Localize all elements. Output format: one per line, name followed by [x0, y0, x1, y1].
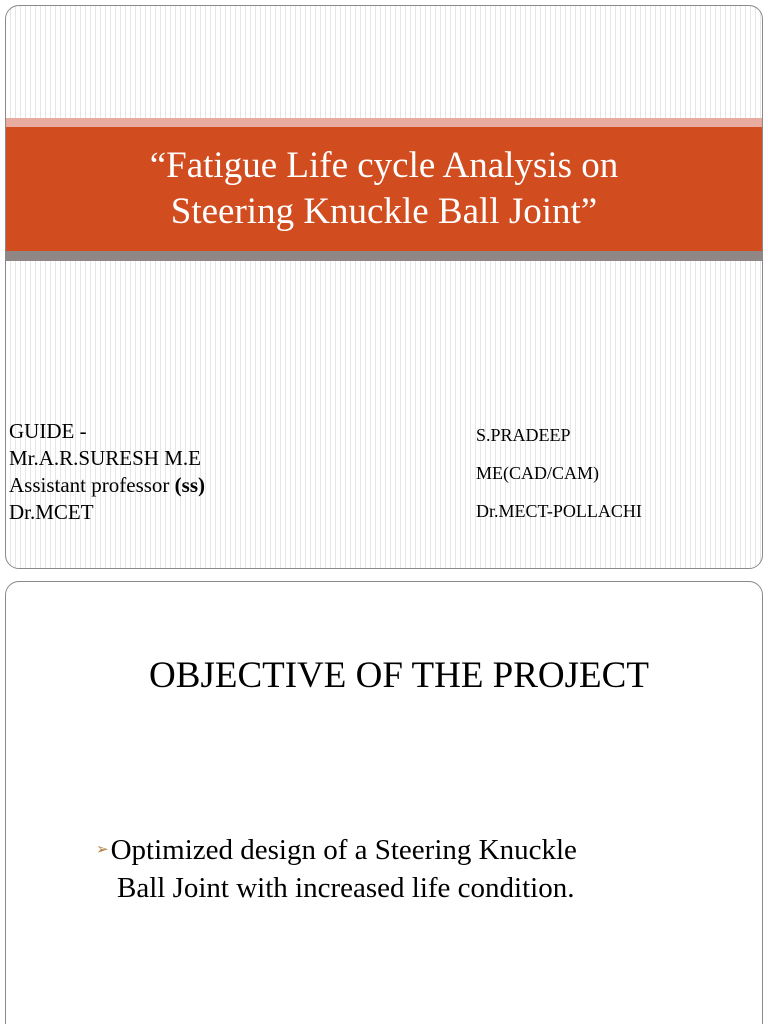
student-info	[476, 416, 736, 530]
student-name: S.PRADEEP	[476, 425, 571, 445]
objective-bullet-text-1: Optimized design of a Steering Knuckle	[110, 834, 577, 866]
objective-bullet	[96, 830, 736, 907]
guide-designation	[9, 472, 339, 499]
title-line-1: “Fatigue Life cycle Analysis on	[149, 145, 619, 186]
student-college: Dr.MECT-POLLACHI	[476, 501, 642, 521]
objective-slide[interactable]	[5, 581, 763, 1024]
presentation-title	[130, 143, 639, 235]
guide-designation-prefix: Assistant professor	[9, 473, 175, 497]
guide-designation-suffix: (ss)	[174, 473, 205, 497]
guide-info	[9, 418, 339, 526]
guide-name: Mr.A.R.SURESH M.E	[9, 446, 201, 470]
title-band-top-stripe	[6, 118, 762, 127]
guide-college: Dr.MCET	[9, 500, 94, 524]
title-slide[interactable]	[5, 5, 763, 569]
guide-label: GUIDE -	[9, 419, 87, 443]
title-line-2: Steering Knuckle Ball Joint”	[170, 191, 598, 232]
objective-bullet-line-1	[96, 830, 736, 869]
objective-heading: OBJECTIVE OF THE PROJECT	[149, 655, 649, 696]
title-band-bottom-stripe	[6, 251, 762, 261]
title-band	[6, 127, 762, 251]
arrow-bullet-icon: ➢	[96, 840, 109, 858]
student-course: ME(CAD/CAM)	[476, 463, 600, 483]
objective-bullet-line-2: Ball Joint with increased life condition.	[117, 872, 575, 904]
